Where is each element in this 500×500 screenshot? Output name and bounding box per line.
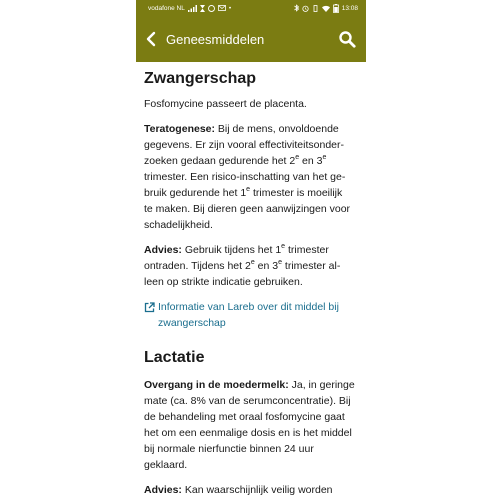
- terato-line-2: gegevens. Er zijn vooral effectiviteitsonder-: [144, 139, 344, 151]
- pregnancy-advice-label: Advies:: [144, 244, 182, 256]
- ordinal-sup: e: [322, 154, 327, 161]
- pregnancy-intro: Fosfomycine passeert de placenta.: [144, 98, 307, 110]
- teratogenesis-paragraph: [144, 121, 358, 233]
- pregnancy-heading: Zwangerschap: [144, 70, 257, 87]
- terato-line-4: trimester. Een risico-inschatting van het ge-: [144, 171, 346, 183]
- whatsapp-icon: [208, 5, 215, 12]
- transfer-line-3: de behandeling met oraal fosfomycine gaat: [144, 411, 345, 423]
- lareb-link-text: [158, 299, 339, 331]
- status-right: [294, 4, 358, 13]
- terato-line-3b: en 3: [299, 155, 323, 167]
- teratogenesis-label: Teratogenese:: [144, 123, 215, 135]
- external-link-icon: [144, 302, 155, 313]
- transfer-paragraph: [144, 377, 358, 473]
- chevron-left-icon: [146, 31, 156, 47]
- battery-icon: [333, 4, 339, 13]
- wifi-icon: [322, 5, 330, 12]
- terato-line-7: schadelijkheid.: [144, 219, 213, 231]
- transfer-line-2: mate (ca. 8% van de serumconcentratie). Bij: [144, 395, 351, 407]
- advice-line-1b: trimester: [285, 244, 329, 256]
- advice-line-3: leen op strikte indicatie gebruiken.: [144, 276, 303, 288]
- back-button[interactable]: [146, 30, 160, 48]
- lactation-heading: Lactatie: [144, 349, 205, 366]
- transfer-line-4: het om een eenmalige dosis en is het middel: [144, 427, 352, 439]
- lareb-link-line-1: Informatie van Lareb over dit middel bij: [158, 301, 339, 313]
- lactation-advice-label: Advies:: [144, 484, 182, 496]
- clock-time: 13:08: [341, 4, 358, 12]
- bluetooth-icon: [294, 4, 299, 12]
- gmail-icon: [218, 5, 226, 11]
- terato-line-5a: bruik gedurende het 1: [144, 187, 247, 199]
- hourglass-icon: [200, 5, 205, 12]
- status-bar: [136, 0, 366, 16]
- advice-line-2b: en 3: [254, 260, 279, 272]
- pregnancy-advice-paragraph: [144, 242, 358, 290]
- article-content: [136, 62, 366, 498]
- lareb-link-line-2: zwangerschap: [158, 317, 226, 329]
- ordinal-sup: e: [281, 243, 286, 250]
- alarm-icon: [302, 5, 309, 12]
- transfer-line-6: geklaard.: [144, 459, 188, 471]
- page-title: Geneesmiddelen: [166, 31, 265, 47]
- advice-line-2a: ontraden. Tijdens het 2: [144, 260, 251, 272]
- more-dots-icon: •: [228, 4, 232, 12]
- ordinal-sup: e: [278, 259, 282, 266]
- transfer-label: Overgang in de moedermelk:: [144, 379, 289, 391]
- search-icon: [338, 30, 356, 48]
- signal-icon: [188, 5, 197, 12]
- carrier-label: vodafone NL: [148, 4, 185, 12]
- app-bar: [136, 16, 366, 62]
- transfer-line-5: bij normale nierfunctie binnen 24 uur: [144, 443, 314, 455]
- lactation-advice-paragraph: [144, 482, 358, 498]
- ordinal-sup: e: [295, 154, 300, 161]
- search-button[interactable]: [338, 30, 356, 48]
- terato-line-5b: trimester is moeilijk: [250, 187, 343, 199]
- lactation-advice-line-1: Kan waarschijnlijk veilig worden: [181, 484, 333, 496]
- terato-line-3a: zoeken gedaan gedurende het 2: [144, 155, 296, 167]
- ordinal-sup: e: [246, 186, 251, 193]
- phone-screen: [136, 0, 366, 500]
- terato-line-6: te maken. Bij dieren geen aanwijzingen voor: [144, 203, 351, 215]
- terato-line-1: Bij de mens, onvoldoende: [215, 123, 339, 135]
- status-left: [148, 5, 231, 12]
- vibrate-icon: [312, 5, 319, 12]
- advice-line-2c: trimester al-: [282, 260, 341, 272]
- lareb-info-link[interactable]: [144, 299, 358, 331]
- advice-line-1a: Gebruik tijdens het 1: [181, 244, 282, 256]
- transfer-line-1: Ja, in geringe: [288, 379, 355, 391]
- ordinal-sup: e: [250, 259, 255, 266]
